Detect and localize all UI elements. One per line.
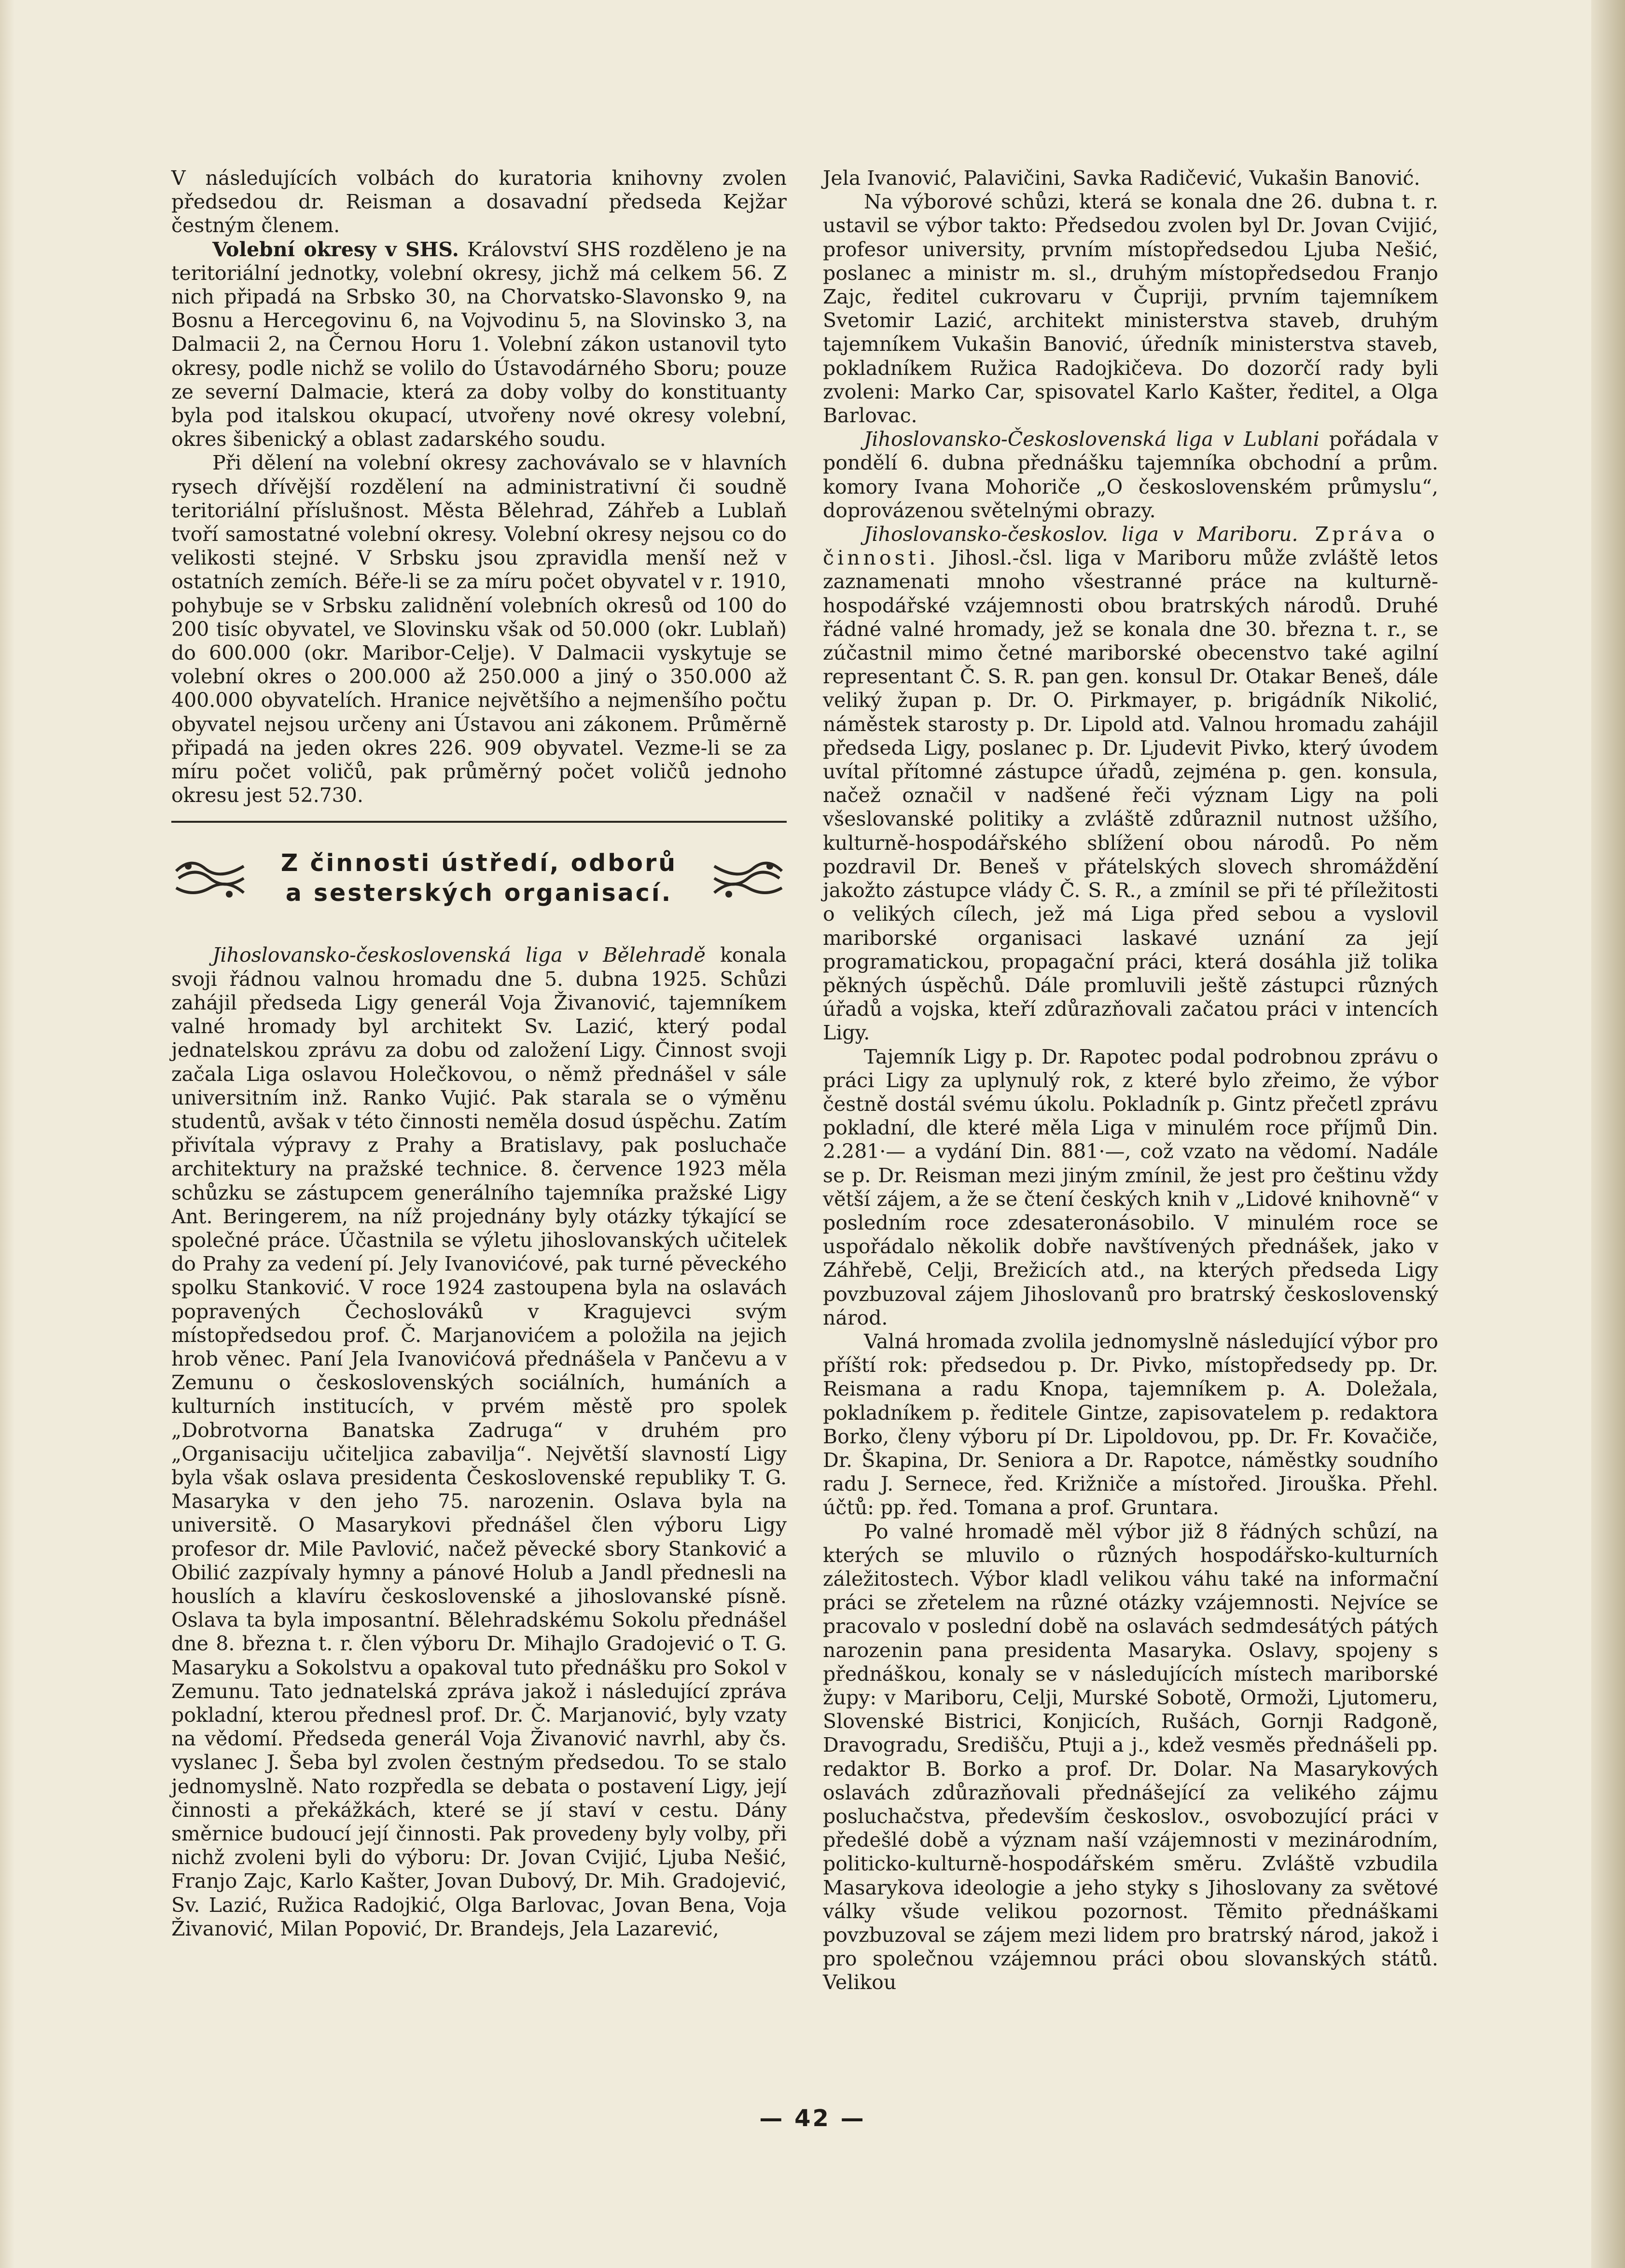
- paragraph-lead: Jihoslovansko-Československá liga v Lublani: [864, 428, 1319, 451]
- paragraph-body: Jihosl.-čsl. liga v Mariboru může zvláště letos zaznamenati mnoho všestranné práce na kulturně-hospodářské vzájemnosti obou bratrských národů. Druhé řádné valné hromady, jež se konala dne 30. března t. r., se zúčastnil mimo četné mariborské obecenstvo také agilní representant Č. S. R. pan gen. konsul Dr. Otakar Beneš, dále veliký župan p. Dr. O. Pirkmayer, p. brigádník Nikolić, náměstek starosty p. Dr. Lipold atd. Valnou hromadu zahájil předseda Ligy, poslanec p. Dr. Ljudevit Pivko, který úvodem uvítal přítomné zástupce úřadů, zejména p. gen. konsula, načež označil v nadšené řeči význam Ligy na poli všeslovanské politiky a zvláště zdůraznil nutnost užšího, kulturně-hospodářského sblížení obou národů. Po něm pozdravil Dr. Beneš v přátelských slovech shromáždění jakožto zástupce vlády Č. S. R., a zmínil se při té příležitosti o velikých cílech, jež má Liga před sebou a vyslovil mariborské organisaci laskavé uznání za její programatickou, propagační práci, která dosáhla již tolika pěkných úspěchů. Dále promluvili ještě zástupci různých úřadů a vojska, kteří zdůrazňovali začatou práci v intencích Ligy.: [823, 546, 1438, 1045]
- paragraph-lead: Jihoslovansko-českoslov. liga v Mariboru.: [864, 523, 1298, 546]
- page-gutter: [0, 0, 14, 2268]
- paragraph-body: pořádala v pondělí 6. dubna přednášku tajemníka obchodní a prům. komory Ivana Mohoriče „O československém průmyslu“, doprovázenou světelnými obrazy.: [823, 428, 1438, 522]
- right-column: [823, 166, 1438, 1995]
- floral-ornament-right-icon: [709, 852, 787, 905]
- paragraph-volba-vyboru: Valná hromada zvolila jednomyslně následující výbor pro příští rok: předsedou p. Dr. Pivko, místopředsedy pp. Dr. Reismana a radu Knopa, tajemníkem p. A. Doležala, pokladníkem p. ředitele Gintze, zapisovatelem p. redaktora Borko, členy výboru pí Dr. Lipoldovou, pp. Dr. Fr. Kovačiče, Dr. Škapina, Dr. Seniora a Dr. Rapotce, náměstky soudního radu J. Sernece, řed. Križniče a místořed. Jirouška. Přehl. účtů: pp. řed. Tomana a prof. Gruntara.: [823, 1329, 1438, 1520]
- paragraph-continuation: Jela Ivanović, Palavičini, Savka Radičević, Vukašin Banović.: [823, 166, 1420, 190]
- page-number: — 42 —: [759, 2105, 866, 2132]
- paragraph-spaced-heading: Zpráva o činnosti.: [823, 523, 1438, 570]
- paragraph-kuratorium: V následujících volbách do kuratoria knihovny zvolen předsedou dr. Reisman a dosavadní předseda Kejžar čestným členem.: [171, 166, 787, 237]
- section-title-line: Z činnosti ústředí, odborů: [280, 849, 678, 877]
- section-title: [249, 848, 709, 908]
- section-divider: [171, 821, 787, 823]
- page-edge: [1591, 0, 1625, 2268]
- paragraph-liga-lublan: [823, 428, 1438, 523]
- paragraph-tajemnik-zprava: Tajemník Ligy p. Dr. Rapotec podal podrobnou zprávu o práci Ligy za uplynulý rok, z které bylo zřeimo, že výbor čestně dostál svému úkolu. Pokladník p. Gintz přečetl zprávu pokladní, dle které měla Liga v minulém roce příjmů Din. 2.281·— a vydání Din. 881·—, což vzato na vědomí. Nadále se p. Dr. Reisman mezi jiným zmínil, že jest pro češtinu vždy větší zájem, a že se čtení českých knih v „Lidové knihovně“ v posledním roce zdesateronásobilo. V minulém roce se uspořádalo několik dobře navštívených přednášek, jako v Záhřebě, Celji, Brežicích atd., na kterých předseda Ligy povzbuzoval zájem Jihoslovanů pro bratrský československý národ.: [823, 1045, 1438, 1329]
- paragraph-po-valne-hromade: Po valné hromadě měl výbor již 8 řádných schůzí, na kterých se mluvilo o různých hospodářsko-kulturních záležitostech. Výbor kladl velikou váhu také na informační práci se zřetelem na různé otázky vzájemnosti. Nejvíce se pracovalo v poslední době na oslavách sedmdesátých pátých narozenin pana presidenta Masaryka. Oslavy, spojeny s přednáškou, konaly se v následujících místech mariborské župy: v Mariboru, Celji, Murské Sobotě, Ormoži, Ljutomeru, Slovenské Bistrici, Konjicích, Rušách, Gornji Radgoně, Dravogradu, Središču, Ptuji a j., kdež vesměs přednášeli pp. redaktor B. Borko a prof. Dr. Dolar. Na Masarykových oslavách zdůrazňovali přednášející za velikého zájmu posluchačstva, především českoslov., osvobozující práci v předešlé době a význam naší vzájemnosti v mezinárodním, politicko-kulturně-hospodářském směru. Zvláště vzbudila Masarykova ideologie a jeho styky s Jihoslovany za světové války všude velikou pozornost. Těmito přednáškami povzbuzoval se zájem mezi lidem pro bratrský národ, jakož i pro společnou vzájemnou práci obou slovanských států. Velikou: [823, 1520, 1438, 1994]
- paragraph-lead: Volební okresy v SHS.: [212, 237, 459, 261]
- paragraph-liga-belehrad: [171, 943, 787, 1941]
- paragraph-deleni-okresu: Při dělení na volební okresy zachovávalo se v hlavních rysech dřívější rozdělení na administrativní či soudně teritoriální příslušnost. Města Bělehrad, Záhřeb a Lublaň tvoří samostatné volební okresy. Volební okresy nejsou co do velikosti stejné. V Srbsku jsou zpravidla menší než v ostatních zemích. Béře-li se za míru počet obyvatel v r. 1910, pohybuje se v Srbsku zalidnění volebních okresů od 100 do 200 tisíc obyvatel, ve Slovinsku však od 50.000 (okr. Lublaň) do 600.000 (okr. Maribor-Celje). V Dalmacii vyskytuje se volební okres o 200.000 až 250.000 a jiný o 350.000 až 400.000 obyvatelích. Hranice největšího a nejmenšího počtu obyvatel nejsou určeny ani Ústavou ani zákonem. Průměrně připadá na jeden okres 226. 909 obyvatel. Vezme-li se za míru počet voličů, pak průměrný počet voličů jednoho okresu jest 52.730.: [171, 451, 787, 807]
- paragraph-body: Království SHS rozděleno je na teritoriální jednotky, volební okresy, jichž má celkem 56. Z nich připadá na Srbsko 30, na Chorvatsko-Slavonsko 9, na Bosnu a Hercegovinu 6, na Vojvodinu 5, na Slovinsko 3, na Dalmacii 2, na Černou Horu 1. Volební zákon ustanovil tyto okresy, podle nichž se volilo do Ústavodárného Sboru; pouze ze severní Dalmacie, která za doby volby do konstituanty byla pod italskou okupací, utvořeny nové okresy volební, okres šibenický a oblast zadarského soudu.: [171, 237, 787, 451]
- paragraph-vyborova-schuze: Na výborové schůzi, která se konala dne 26. dubna t. r. ustavil se výbor takto: Předsedou zvolen byl Dr. Jovan Cvijić, profesor university, prvním místopředsedou Ljuba Nešić, poslanec a ministr m. sl., druhým místopředsedou Franjo Zajc, ředitel cukrovaru v Čupriji, prvním tajemníkem Svetomir Lazić, architekt ministerstva staveb, druhým tajemníkem Vukašin Banović, úředník ministerstva staveb, pokladníkem Ružica Radojkičeva. Do dozorčí rady byli zvoleni: Marko Car, spisovatel Karlo Kašter, ředitel, a Olga Barlovac.: [823, 190, 1438, 428]
- paragraph-body: konala svoji řádnou valnou hromadu dne 5. dubna 1925. Schůzi zahájil předseda Ligy generál Voja Živanović, tajemníkem valné hromady byl architekt Sv. Lazić, který podal jednatelskou zprávu za dobu od založení Ligy. Činnost svoji začala Liga oslavou Holečkovou, o němž přednášel v sále universitním inž. Ranko Vujić. Pak starala se o výměnu studentů, avšak v této činnosti neměla dosud úspěchu. Zatím přivítala výpravy z Prahy a Bratislavy, pak posluchače architektury na pražské technice. 8. července 1923 měla schůzku se zástupcem generálního tajemníka pražské Ligy Ant. Beringerem, na níž projednány byly otázky týkající se společné práce. Účastnila se výletu jihoslovanských učitelek do Prahy za vedení pí. Jely Ivanovićové, pak turné pěveckého spolku Stanković. V roce 1924 zastoupena byla na oslavách popravených Čechoslováků v Kragujevci svým místopředsedou prof. Č. Marjanovićem a položila na jejich hrob věnec. Paní Jela Ivanovićová přednášela v Pančevu a v Zemunu o československých sociálních, humáních a kulturních institucích, v prvém městě pro spolek „Dobrotvorna Banatska Zadruga“ v druhém pro „Organisaciju učiteljica zabavilja“. Největší slavností Ligy byla však oslava presidenta Československé republiky T. G. Masaryka v den jeho 75. narozenin. Oslava byla na universitě. O Masarykovi přednášel člen výboru Ligy profesor dr. Mile Pavlović, načež pěvecké sbory Stanković a Obilić zazpívaly hymny a pánové Holub a Jandl přednesli na houslích a klavíru československé a jihoslovanské písně. Oslava ta byla imposantní. Bělehradskému Sokolu přednášel dne 8. března t. r. člen výboru Dr. Mihajlo Gradojević o T. G. Masaryku a Sokolstvu a opakoval tuto přednášku pro Sokol v Zemunu. Tato jednatelská zpráva jakož i následující zpráva pokladní, kterou přednesl prof. Dr. Č. Marjanović, byly vzaty na vědomí. Předseda generál Voja Živanović navrhl, aby čs. vyslanec J. Šeba byl zvolen čestným předsedou. To se stalo jednomyslně. Nato rozpředla se debata o postavení Ligy, její činnosti a překážkách, které se jí staví v cestu. Dány směrnice budoucí její činnosti. Pak provedeny byly volby, při nichž zvoleni byli do výboru: Dr. Jovan Cvijić, Ljuba Nešić, Franjo Zajc, Karlo Kašter, Jovan Dubový, Dr. Mih. Gradojević, Sv. Lazić, Ružica Radojkić, Olga Barlovac, Jovan Bena, Voja Živanović, Milan Popović, Dr. Brandejs, Jela Lazarević,: [171, 943, 787, 1940]
- floral-ornament-left-icon: [171, 852, 249, 905]
- paragraph-volebni-okresy: [171, 238, 787, 452]
- section-header: [171, 842, 787, 914]
- left-column: [171, 166, 787, 1941]
- paragraph-lead: Jihoslovansko-československá liga v Bělehradě: [212, 943, 706, 967]
- section-title-line: a sesterských organisací.: [285, 879, 673, 907]
- paragraph-liga-maribor: [823, 523, 1438, 1045]
